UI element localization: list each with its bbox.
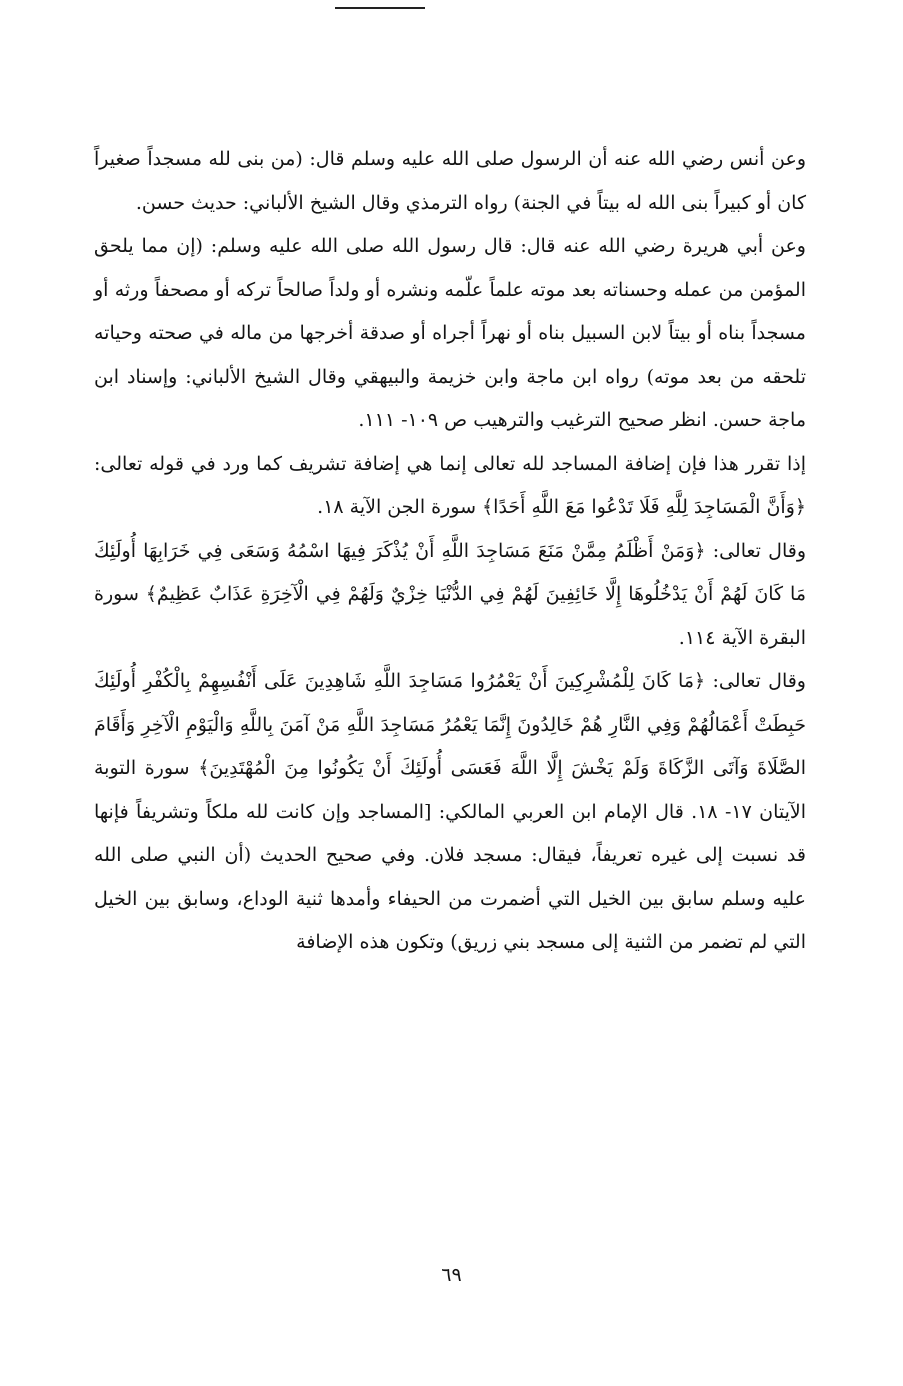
page-number: ٦٩: [441, 1264, 462, 1286]
page-body: [94, 138, 806, 965]
paragraph-surat-al-jinn: إذا تقرر هذا فإن إضافة المساجد لله تعالى إنما هي إضافة تشريف كما ورد في قوله تعالى: ﴿وَأَنَّ الْمَسَاجِدَ لِلَّهِ فَلَا تَدْعُوا مَعَ اللَّهِ أَحَدًا﴾ سورة الجن الآية ١٨.: [94, 452, 806, 518]
paragraph-surat-at-tawba: وقال تعالى: ﴿مَا كَانَ لِلْمُشْرِكِينَ أَنْ يَعْمُرُوا مَسَاجِدَ اللَّهِ شَاهِدِينَ عَلَى أَنْفُسِهِمْ بِالْكُفْرِ أُولَئِكَ حَبِطَتْ أَعْمَالُهُمْ وَفِي النَّارِ هُمْ خَالِدُونَ إِنَّمَا يَعْمُرُ مَسَاجِدَ اللَّهِ مَنْ آمَنَ بِاللَّهِ وَالْيَوْمِ الْآخِرِ وَأَقَامَ الصَّلَاةَ وَآتَى الزَّكَاةَ وَلَمْ يَخْشَ إِلَّا اللَّهَ فَعَسَى أُولَئِكَ أَنْ يَكُونُوا مِنَ الْمُهْتَدِينَ﴾ سورة التوبة الآيتان ١٧- ١٨. قال الإمام ابن العربي المالكي: [المساجد وإن كانت لله ملكاً وتشريفاً فإنها قد نسبت إلى غيره تعريفاً، فيقال: مسجد فلان. وفي صحيح الحديث (أن النبي صلى الله عليه وسلم سابق بين الخيل التي أضمرت من الحيفاء وأمدها ثنية الوداع، وسابق بين الخيل التي لم تضمر من الثنية إلى مسجد بني زريق) وتكون هذه الإضافة: [94, 670, 807, 953]
paragraph-abu-hurayra-hadith: وعن أبي هريرة رضي الله عنه قال: قال رسول الله صلى الله عليه وسلم: (إن مما يلحق المؤمن من عمله وحسناته بعد موته علماً علّمه ونشره أو ولداً صالحاً تركه أو مصحفاً ورثه أو مسجداً بناه أو بيتاً لابن السبيل بناه أو نهراً أجراه أو صدقة أخرجها من ماله في صحته وحياته تلحقه من بعد موته) رواه ابن ماجة وابن خزيمة والبيهقي وقال الشيخ الألباني: وإسناد ابن ماجة حسن. انظر صحيح الترغيب والترهيب ص ١٠٩- ١١١.: [94, 235, 806, 431]
header-rule: [335, 7, 425, 9]
paragraph-anas-hadith: وعن أنس رضي الله عنه أن الرسول صلى الله عليه وسلم قال: (من بنى لله مسجداً صغيراً كان أو كبيراً بنى الله له بيتاً في الجنة) رواه الترمذي وقال الشيخ الألباني: حديث حسن.: [94, 148, 806, 214]
paragraph-surat-al-baqara: وقال تعالى: ﴿وَمَنْ أَظْلَمُ مِمَّنْ مَنَعَ مَسَاجِدَ اللَّهِ أَنْ يُذْكَرَ فِيهَا اسْمُهُ وَسَعَى فِي خَرَابِهَا أُولَئِكَ مَا كَانَ لَهُمْ أَنْ يَدْخُلُوهَا إِلَّا خَائِفِينَ لَهُمْ فِي الدُّنْيَا خِزْيٌ وَلَهُمْ فِي الْآخِرَةِ عَذَابٌ عَظِيمٌ﴾ سورة البقرة الآية ١١٤.: [94, 539, 806, 649]
